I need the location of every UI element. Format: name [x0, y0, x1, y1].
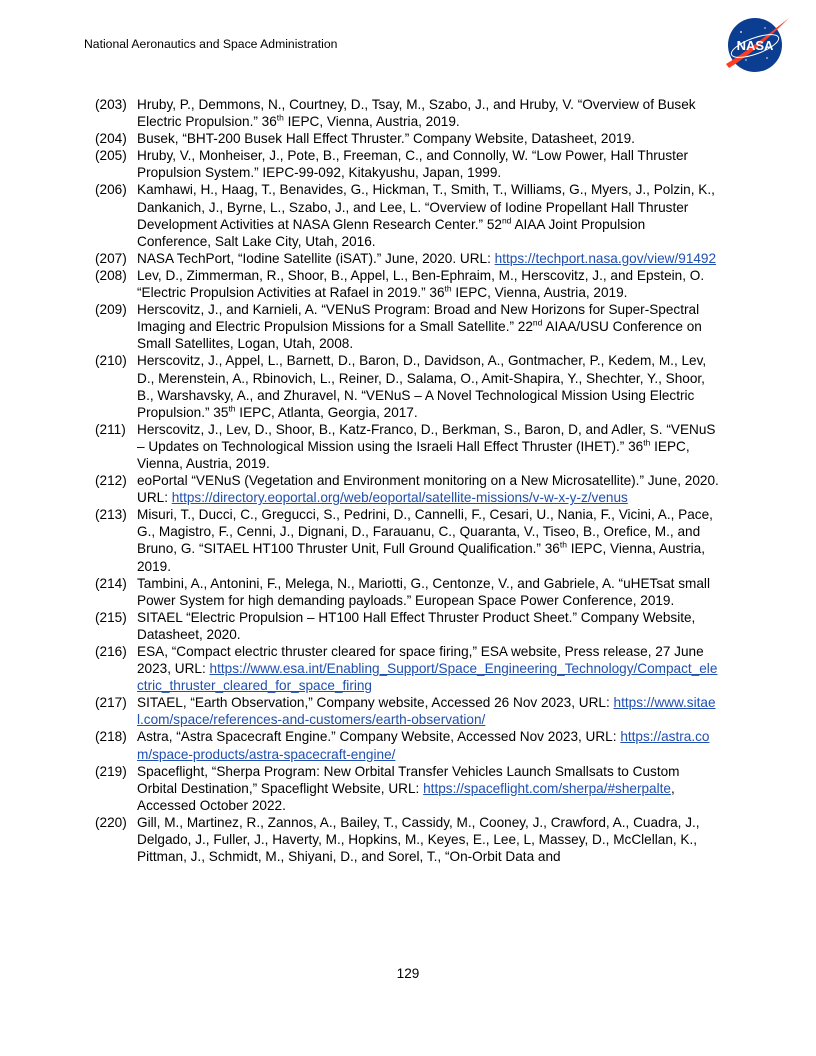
- reference-item: [95, 181, 720, 249]
- reference-number: (206): [95, 182, 127, 198]
- reference-number: (213): [95, 507, 127, 523]
- reference-item: [95, 609, 720, 643]
- reference-item: [95, 130, 720, 147]
- reference-item: [95, 250, 720, 267]
- reference-text: Misuri, T., Ducci, C., Gregucci, S., Pedrini, D., Cannelli, F., Cesari, U., Nania, F., Vicini, A., Pace, G., Magistro, F., Cenni, J., Dignani, D., Farauanu, C., Quaranta, V., Tiseo, B., Orefice, M., and Bruno, G. “SITAEL HT100 Thruster Unit, Full Ground Qualification.” 36th IEPC, Vienna, Austria, 2019.: [137, 507, 713, 574]
- reference-item: [95, 506, 720, 574]
- reference-item: [95, 96, 720, 130]
- reference-item: [95, 694, 720, 728]
- reference-number: (209): [95, 302, 127, 318]
- reference-item: [95, 147, 720, 181]
- reference-number: (216): [95, 644, 127, 659]
- nasa-logo-text: NASA: [736, 38, 774, 53]
- reference-number: (218): [95, 729, 127, 745]
- reference-text: SITAEL, “Earth Observation,” Company website, Accessed 26 Nov 2023, URL: https://www.sitael.com/space/references-and-customers/earth-observation/: [137, 695, 716, 728]
- reference-text: Hruby, P., Demmons, N., Courtney, D., Tsay, M., Szabo, J., and Hruby, V. “Overview of Busek Electric Propulsion.” 36th IEPC, Vienna, Austria, 2019.: [137, 97, 696, 130]
- reference-item: [95, 267, 720, 301]
- reference-item: [95, 643, 720, 694]
- reference-number: (204): [95, 131, 127, 147]
- reference-item: [95, 421, 720, 472]
- reference-number: (203): [95, 97, 127, 112]
- reference-number: (212): [95, 473, 127, 489]
- reference-text: SITAEL “Electric Propulsion – HT100 Hall Effect Thruster Product Sheet.” Company Website, Datasheet, 2020.: [137, 609, 696, 642]
- reference-text: Herscovitz, J., Lev, D., Shoor, B., Katz-Franco, D., Berkman, S., Baron, D, and Adler, S. “VENuS – Updates on Technological Mission using the Israeli Hall Effect Thruster (IHET).” 36th IEPC, Vienna, Austria, 2019.: [137, 421, 716, 471]
- reference-text: Kamhawi, H., Haag, T., Benavides, G., Hickman, T., Smith, T., Williams, G., Myers, J., Polzin, K., Dankanich, J., Byrne, L., Szabo, J., and Lee, L. “Overview of Iodine Propellant Hall Thruster Development Activities at NASA Glenn Research Center.” 52nd AIAA Joint Propulsion Conference, Salt Lake City, Utah, 2016.: [137, 182, 715, 249]
- reference-number: (205): [95, 148, 127, 164]
- reference-number: (207): [95, 250, 127, 266]
- reference-link[interactable]: https://directory.eoportal.org/web/eoportal/satellite-missions/v-w-x-y-z/venus: [171, 490, 628, 506]
- reference-text: NASA TechPort, “Iodine Satellite (iSAT).” June, 2020. URL: https://techport.nasa.gov/view/91492: [137, 250, 717, 266]
- reference-number: (219): [95, 763, 127, 779]
- reference-number: (220): [95, 814, 127, 830]
- reference-item: [95, 352, 720, 420]
- reference-list: [95, 96, 720, 865]
- reference-item: [95, 728, 720, 762]
- reference-number: (217): [95, 695, 127, 711]
- page-number: 129: [396, 966, 420, 981]
- reference-item: [95, 763, 720, 814]
- reference-item: [95, 814, 720, 865]
- nasa-logo: [721, 14, 791, 74]
- reference-number: (210): [95, 353, 127, 369]
- reference-number: (211): [95, 421, 126, 437]
- reference-text: Tambini, A., Antonini, F., Melega, N., Mariotti, G., Centonze, V., and Gabriele, A. “uHETsat small Power System for high demanding payloads.” European Space Power Conference, 2019.: [137, 575, 710, 608]
- reference-link[interactable]: https://www.sitael.com/space/references-and-customers/earth-observation/: [137, 695, 716, 728]
- header-organization: National Aeronautics and Space Administration: [84, 37, 338, 51]
- reference-item: [95, 472, 720, 506]
- reference-number: (208): [95, 267, 127, 283]
- reference-text: Hruby, V., Monheiser, J., Pote, B., Freeman, C., and Connolly, W. “Low Power, Hall Thruster Propulsion System.” IEPC-99-092, Kitakyushu, Japan, 1999.: [137, 148, 689, 181]
- reference-number: (214): [95, 575, 127, 591]
- reference-text: Spaceflight, “Sherpa Program: New Orbital Transfer Vehicles Launch Smallsats to Custom Orbital Destination,” Spaceflight Website, URL: https://spaceflight.com/sherpa/#sherpalte, Accessed October 2022.: [137, 763, 680, 813]
- reference-link[interactable]: https://astra.com/space-products/astra-spacecraft-engine/: [137, 729, 710, 762]
- reference-text: eoPortal “VENuS (Vegetation and Environment monitoring on a New Microsatellite).” June, 2020. URL: https://directory.eoportal.org/web/eoportal/satellite-missions/v-w-x-y-z/venus: [137, 473, 719, 506]
- reference-link[interactable]: https://www.esa.int/Enabling_Support/Space_Engineering_Technology/Compact_electric_thruster_cleared_for_space_firing: [137, 661, 718, 694]
- reference-link[interactable]: https://techport.nasa.gov/view/91492: [494, 250, 717, 266]
- reference-text: Lev, D., Zimmerman, R., Shoor, B., Appel, L., Ben-Ephraim, M., Herscovitz, J., and Epstein, O. “Electric Propulsion Activities at Rafael in 2019.” 36th IEPC, Vienna, Austria, 2019.: [137, 267, 705, 301]
- reference-item: [95, 301, 720, 352]
- reference-text: Herscovitz, J., and Karnieli, A. “VENuS Program: Broad and New Horizons for Super-Spectral Imaging and Electric Propulsion Missions for a Small Satellite.” 22nd AIAA/USU Conference on Small Satellites, Logan, Utah, 2008.: [137, 302, 702, 352]
- reference-text: Herscovitz, J., Appel, L., Barnett, D., Baron, D., Davidson, A., Gontmacher, P., Kedem, M., Lev, D., Merenstein, A., Rbinovich, L., Reiner, D., Salama, O., Amit-Shapira, Y., Shechter, Y., Shoor, B., Warshavsky, A., and Zhuravel, N. “VENuS – A Novel Technological Mission Using Electric Propulsion.” 35th IEPC, Atlanta, Georgia, 2017.: [137, 353, 707, 420]
- reference-text: Astra, “Astra Spacecraft Engine.” Company Website, Accessed Nov 2023, URL: https://astra.com/space-products/astra-spacecraft-engine/: [137, 729, 710, 762]
- reference-text: Busek, “BHT-200 Busek Hall Effect Thruster.” Company Website, Datasheet, 2019.: [137, 131, 635, 147]
- reference-number: (215): [95, 609, 127, 625]
- reference-text: Gill, M., Martinez, R., Zannos, A., Bailey, T., Cassidy, M., Cooney, J., Crawford, A., Cuadra, J., Delgado, J., Fuller, J., Haverty, M., Hopkins, M., Keyes, E., Lee, L, Massey, D., McClellan, K., Pittman, J., Schmidt, M., Shiyani, D., and Sorel, T., “On-Orbit Data and: [137, 814, 700, 865]
- reference-item: [95, 575, 720, 609]
- reference-text: ESA, “Compact electric thruster cleared for space firing,” ESA website, Press release, 27 June 2023, URL: https://www.esa.int/Enabling_Support/Space_Engineering_Technology/Compact_electric_thruster_cleared_for_space_firing: [137, 644, 718, 694]
- reference-link[interactable]: https://spaceflight.com/sherpa/#sherpalte: [423, 780, 671, 796]
